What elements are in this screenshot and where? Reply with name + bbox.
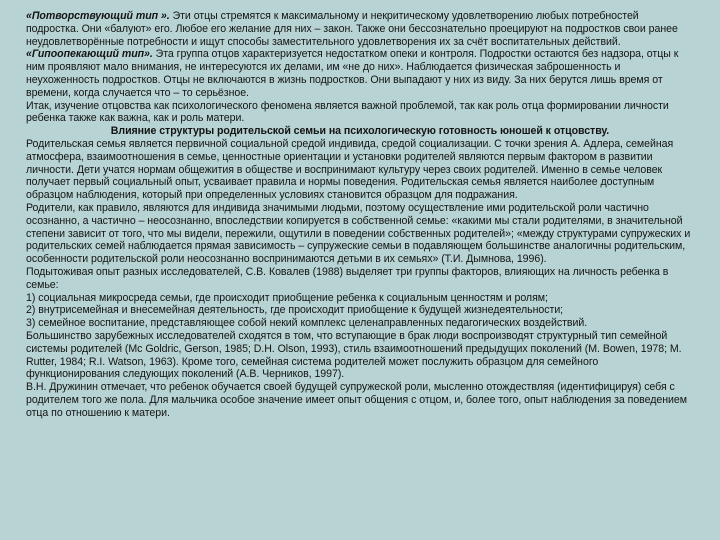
paragraph-parental-family: Родительская семья является первичной социальной средой индивида, средой социализации. С точки зрения А. Адлера, семейная атмосфера, взаимоотношения в семье, ценностные ориентации и установки родителей являются первым фактором в развитии личности. Дети учатся нормам общежития в обществе и воспринимают культуру через своих родителей. Именно в семье человек получает первый социальный опыт, усваивает правила и нормы поведения. Родительская семья является наиболее доступным образцом наблюдения, который при определенных условиях становится образцом для подражания.: [26, 137, 674, 202]
paragraph-parents-role: Родители, как правило, являются для индивида значимыми людьми, поэтому осуществление ими родительской роли частично осознанно, а частично – неосознанно, впоследствии копируется в собственной семье: «какими мы стали родителями, в значительной степени зависит от того, что мы видели, пережили, ощутили в поведении собственных родителей»; «между структурами супружеских и родительских семей наблюдается прямая зависимость – супружеские семьи в подавляющем большинстве аналогичны родительским, особенности родительской роли неосознанно воспринимаются детьми в их семьях» (Т.И. Дымнова, 1996).: [26, 201, 691, 266]
term-hypoprotective-type: «Гипоопекающий тип».: [26, 48, 153, 61]
list-item-factor-1: 1) социальная микросреда семьи, где происходит приобщение ребенка к социальным ценностям и ролям;: [26, 291, 548, 304]
list-item-factor-2: 2) внутрисемейная и внесемейная деятельность, где происходит приобщение к будущей жизнедеятельности;: [26, 304, 564, 317]
term-indulgent-type: «Потворствующий тип ».: [26, 10, 170, 22]
paragraph-druzhinin: В.Н. Дружинин отмечает, что ребенок обучается своей будущей супружеской роли, мысленно отождествляя (идентифицируя) себя с родителем того же пола. Для мальчика особое значение имеет опыт общения с отцом, и, более того, опыт наблюдения за поведением отца по отношению к матери.: [26, 381, 687, 419]
paragraph-text: Эти отцы стремятся к максимальному и некритическому удовлетворению любых потребностей подростка. Они «балуют» его. Любое его желание для них – закон. Также они бессознательно проецируют на подростков свои ранее неудовлетворённые потребности и ищут способы заместительного удовлетворения их за счёт воспитательных действий.: [26, 10, 678, 48]
paragraph-foreign-researchers: Большинство зарубежных исследователей сходятся в том, что вступающие в брак люди воспроизводят структурный тип семейной системы родителей (Mc Goldric, Gerson, 1985; D.H. Olson, 1993), стиль взаимоотношений предыдущих поколений (M. Bowen, 1978; M. Rutter, 1984; R.I. Watson, 1963). Кроме того, семейная система родителей может послужить образцом для семейного функционирования следующих поколений (А.В. Черников, 1997).: [26, 329, 682, 381]
list-item-factor-3: 3) семейное воспитание, представляющее собой некий комплекс целенаправленных педагогических воздействий.: [26, 317, 588, 330]
paragraph-text: Эта группа отцов характеризуется недостатком опеки и контроля. Подростки остаются без надзора, отцы к ним проявляют мало внимания, не интересуются их делами, им «не до них». Наблюдается физическая заброшенность и неухоженность подростков. Отцы не включаются в жизнь подростков. Они выпадают у них из виду. За них берутся лишь время от времени, когда случается что – то серьёзное.: [26, 48, 679, 99]
document-page: [26, 10, 694, 420]
paragraph-indulgent-type: [26, 10, 694, 48]
paragraph-conclusion: Итак, изучение отцовства как психологического феномена является важной проблемой, так как роль отца формировании личности ребенка также как важна, как и роль матери.: [26, 99, 669, 125]
paragraph-factors-intro: Подытоживая опыт разных исследователей, С.В. Ковалев (1988) выделяет три группы факторов, влияющих на личность ребенка в семье:: [26, 265, 669, 291]
section-heading: Влияние структуры родительской семьи на психологическую готовность юношей к отцовству.: [110, 125, 610, 138]
paragraph-hypoprotective-type: [26, 48, 694, 99]
